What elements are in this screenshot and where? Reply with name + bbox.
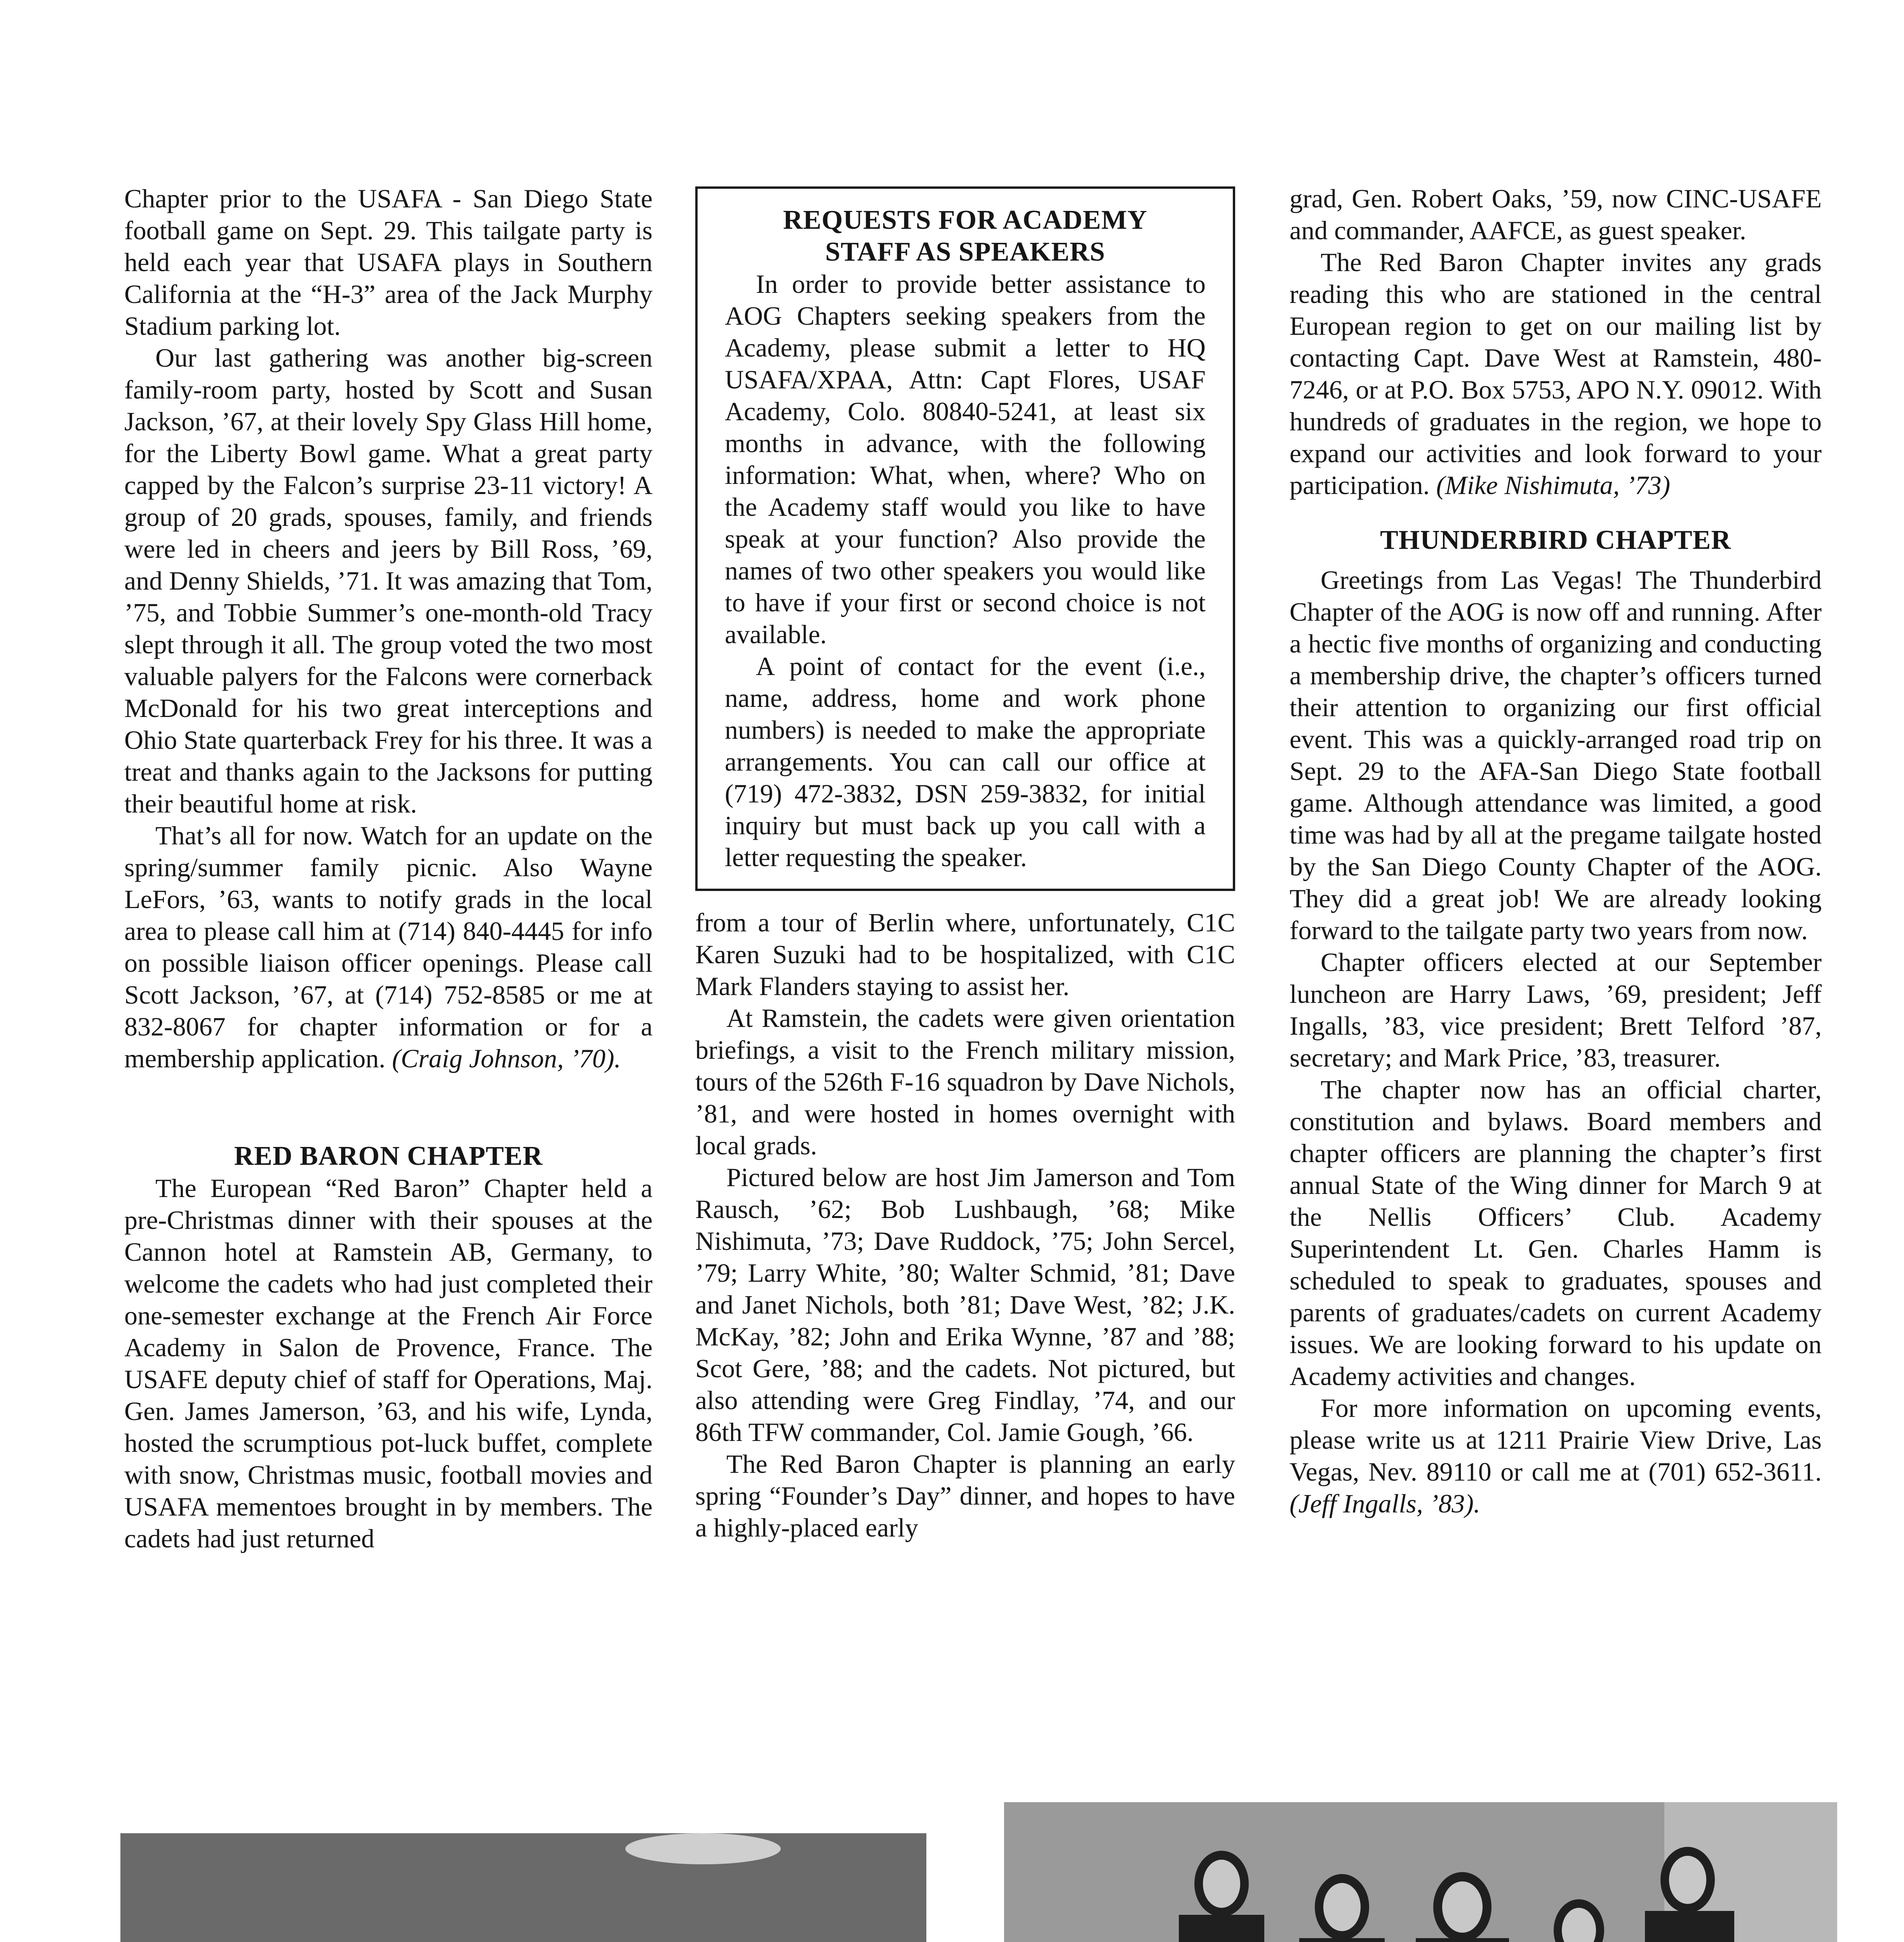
article-paragraph: Our last gathering was another big-screen family-room party, hosted by Scott and Susan Jackson, ’67, at their lovely Spy Glass Hill home, for the Liberty Bowl game. What a great party capped by the Falcon’s surprise 23-11 victory! A group of 20 grads, spouses, family, and friends were led in cheers and jeers by Bill Ross, ’69, and Denny Shields, ’71. It was amazing that Tom, ’75, and Tobbie Summer’s one-month-old Tracy slept through it all. The group voted the two most valuable palyers for the Falcons were cornerback McDonald for his two great interceptions and Ohio State quarterback Frey for his three. It was a treat and thanks again to the Jacksons for putting their beautiful home at risk. bbox=[124, 343, 653, 818]
article-paragraph: The Red Baron Chapter is planning an early spring “Founder’s Day” dinner, and hopes to have a highly-placed early bbox=[695, 1449, 1235, 1542]
author-signature: (Craig Johnson, ’70). bbox=[392, 1044, 621, 1073]
article-paragraph: from a tour of Berlin where, unfortunately, C1C Karen Suzuki had to be hospitalized, with C1C Mark Flanders staying to assist her. bbox=[695, 908, 1235, 1001]
speakers-request-box bbox=[695, 186, 1235, 891]
article-paragraph: That’s all for now. Watch for an update on the spring/summer family picnic. Also Wayne LeFors, ’63, wants to notify grads in the local area to please call him at (714) 840-4445 for info on possible liaison officer openings. Please call Scott Jackson, ’67, at (714) 752-8585 or me at 832-8067 for chapter information or for a membership application. (Craig Johnson, ’70). bbox=[124, 821, 653, 1073]
column-2 bbox=[695, 186, 1235, 1544]
author-signature: (Jeff Ingalls, ’83). bbox=[1290, 1489, 1480, 1518]
box-heading-line-1: REQUESTS FOR ACADEMY bbox=[783, 205, 1147, 235]
column-1 bbox=[124, 183, 653, 1554]
article-paragraph: Chapter prior to the USAFA - San Diego State football game on Sept. 29. This tailgate party is held each year that USAFA plays in Southern California at the “H-3” area of the Jack Murphy Stadium parking lot. bbox=[124, 184, 653, 341]
article-paragraph: At Ramstein, the cadets were given orientation briefings, a visit to the French military mission, tours of the 526th F-16 squadron by Dave Nichols, ’81, and were hosted in homes overnight with local grads. bbox=[695, 1003, 1235, 1160]
column-3 bbox=[1290, 183, 1822, 1519]
article-paragraph: The chapter now has an official charter, constitution and bylaws. Board members and chapter officers are planning the chapter’s first annual State of the Wing dinner for March 9 at the Nellis Officers’ Club. Academy Superintendent Lt. Gen. Charles Hamm is scheduled to speak to graduates, spouses and parents of graduates/cadets on current Academy issues. We are looking forward to his update on Academy activities and changes. bbox=[1290, 1075, 1822, 1391]
section-heading-thunderbird: THUNDERBIRD CHAPTER bbox=[1380, 525, 1731, 555]
article-paragraph: Greetings from Las Vegas! The Thunderbird Chapter of the AOG is now off and running. After a hectic five months of organizing and conducting a membership drive, the chapter’s officers turned their attention to organizing our first official event. This was a quickly-arranged road trip on Sept. 29 to the AFA-San Diego State football game. Although attendance was limited, a good time was had by all at the pregame tailgate hosted by the San Diego County Chapter of the AOG. They did a great job! We are already looking forward to the tailgate party two years from now. bbox=[1290, 565, 1822, 945]
article-paragraph: Chapter officers elected at our September luncheon are Harry Laws, ’69, president; Jeff Ingalls, ’83, vice president; Brett Telford ’87, secretary; and Mark Price, ’83, treasurer. bbox=[1290, 947, 1822, 1072]
jamerson-cadets-photo bbox=[1004, 1802, 1837, 1942]
section-heading-red-baron: RED BARON CHAPTER bbox=[234, 1141, 543, 1171]
article-paragraph: Pictured below are host Jim Jamerson and Tom Rausch, ’62; Bob Lushbaugh, ’68; Mike Nishimuta, ’73; Dave Ruddock, ’75; John Sercel, ’79; Larry White, ’80; Walter Schmid, ’81; Dave and Janet Nichols, both ’81; Dave West, ’82; J.K. McKay, ’82; John and Erika Wynne, ’87 and ’88; Scot Gere, ’88; and the cadets. Not pictured, but also attending were Greg Findlay, ’74, and our 86th TFW commander, Col. Jamie Gough, ’66. bbox=[695, 1162, 1235, 1447]
article-paragraph: The European “Red Baron” Chapter held a pre-Christmas dinner with their spouses at the Cannon hotel at Ramstein AB, Germany, to welcome the cadets who had just completed their one-semester exchange at the French Air Force Academy in Salon de Provence, France. The USAFE deputy chief of staff for Operations, Maj. Gen. James Jamerson, ’63, and his wife, Lynda, hosted the scrumptious pot-luck buffet, complete with snow, Christmas music, football movies and USAFA mementoes brought in by members. The cadets had just returned bbox=[124, 1173, 653, 1553]
box-heading-line-2: STAFF AS SPEAKERS bbox=[825, 237, 1105, 267]
article-paragraph: For more information on upcoming events, please write us at 1211 Prairie View Drive, Las Vegas, Nev. 89110 or call me at (701) 652-3611. (Jeff Ingalls, ’83). bbox=[1290, 1393, 1822, 1518]
box-paragraph: In order to provide better assistance to AOG Chapters seeking speakers from the Academy, please submit a letter to HQ USAFA/XPAA, Attn: Capt Flores, USAF Academy, Colo. 80840-5241, at least six months in advance, with the following information: What, when, where? Who on the Academy staff would you like to have speak at your function? Also provide the names of two other speakers you would like to have if your first or second choice is not available. bbox=[725, 269, 1206, 649]
article-paragraph: The Red Baron Chapter invites any grads reading this who are stationed in the central European region to get on our mailing list by contacting Capt. Dave West at Ramstein, 480-7246, or at P.O. Box 5753, APO N.Y. 09012. With hundreds of graduates in the region, we hope to expand our activities and look forward to your participation. (Mike Nishimuta, ’73) bbox=[1290, 247, 1822, 500]
group-photo bbox=[120, 1833, 926, 1942]
box-paragraph: A point of contact for the event (i.e., name, address, home and work phone numbers) is needed to make the appropriate arrangements. You can call our office at (719) 472-3832, DSN 259-3832, for initial inquiry but must back up you call with a letter requesting the speaker. bbox=[725, 651, 1206, 872]
author-signature: (Mike Nishimuta, ’73) bbox=[1436, 470, 1671, 500]
group-photo-image bbox=[120, 1833, 926, 1942]
article-paragraph: grad, Gen. Robert Oaks, ’59, now CINC-USAFE and commander, AAFCE, as guest speaker. bbox=[1290, 184, 1822, 245]
jamerson-cadets-photo-image bbox=[1004, 1802, 1837, 1942]
